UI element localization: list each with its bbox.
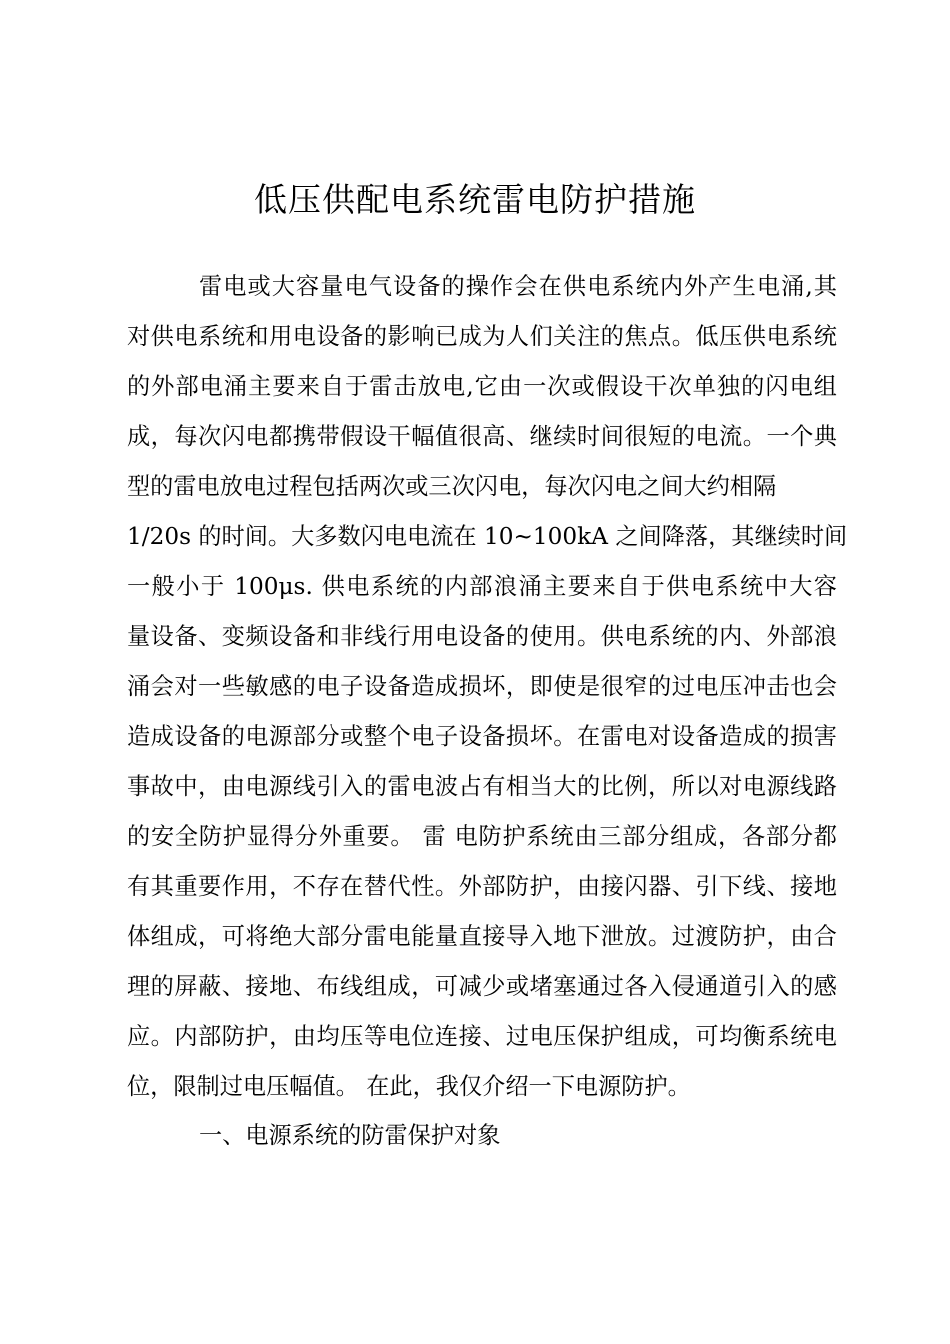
paragraph-line: 的安全防护显得分外重要。 雷 电防护系统由三部分组成，各部分都 [127, 823, 837, 850]
paragraph-line: 对供电系统和用电设备的影响已成为人们关注的焦点。低压供电系统 [127, 323, 837, 350]
paragraph-line: 型的雷电放电过程包括两次或三次闪电，每次闪电之间大约相隔 [127, 473, 777, 500]
paragraph-line: 一般小于 100μs. 供电系统的内部浪涌主要来自于供电系统中大容 [127, 573, 837, 600]
paragraph-line: 造成设备的电源部分或整个电子设备损坏。在雷电对设备造成的损害 [127, 723, 837, 750]
paragraph-line: 的外部电涌主要来自于雷击放电,它由一次或假设干次单独的闪电组 [127, 373, 837, 400]
paragraph-line: 应。内部防护，由均压等电位连接、过电压保护组成，可均衡系统电 [127, 1023, 837, 1050]
section-heading: 一、电源系统的防雷保护对象 [199, 1122, 501, 1149]
paragraph-line: 1/20s 的时间。大多数闪电电流在 10~100kA 之间降落，其继续时间 [127, 523, 848, 550]
paragraph-line: 涌会对一些敏感的电子设备造成损坏，即使是很窄的过电压冲击也会 [127, 673, 837, 700]
paragraph-line: 有其重要作用，不存在替代性。外部防护，由接闪器、引下线、接地 [127, 873, 837, 900]
paragraph-line: 事故中，由电源线引入的雷电波占有相当大的比例，所以对电源线路 [127, 773, 837, 800]
paragraph-line: 雷电或大容量电气设备的操作会在供电系统内外产生电涌,其 [199, 273, 837, 300]
paragraph-line: 量设备、变频设备和非线行用电设备的使用。供电系统的内、外部浪 [127, 623, 837, 650]
paragraph-line: 位，限制过电压幅值。 在此，我仅介绍一下电源防护。 [127, 1073, 691, 1100]
paragraph-line: 体组成，可将绝大部分雷电能量直接导入地下泄放。过渡防护，由合 [127, 923, 837, 950]
paragraph-line: 理的屏蔽、接地、布线组成，可减少或堵塞通过各入侵通道引入的感 [127, 973, 837, 1000]
paragraph-line: 成，每次闪电都携带假设干幅值很高、继续时间很短的电流。一个典 [127, 423, 837, 450]
document-title: 低压供配电系统雷电防护措施 [254, 180, 696, 220]
